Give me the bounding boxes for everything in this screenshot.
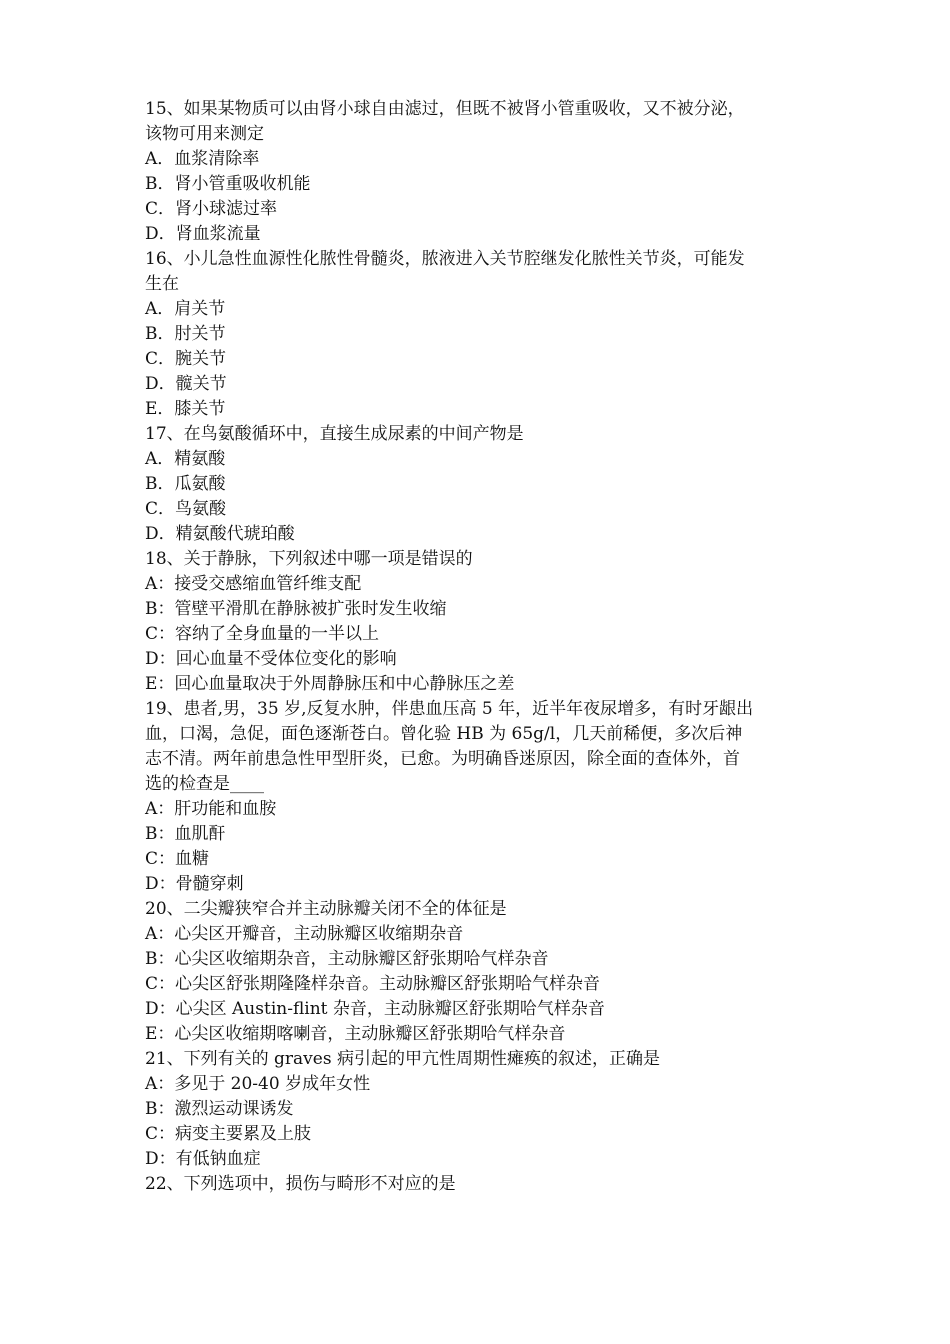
option: B：心尖区收缩期杂音，主动脉瓣区舒张期哈气样杂音 [145, 949, 549, 969]
option: B．瓜氨酸 [145, 474, 226, 494]
question-line: 志不清。两年前患急性甲型肝炎，已愈。为明确昏迷原因，除全面的查体外，首 [145, 749, 740, 769]
option: C：病变主要累及上肢 [145, 1124, 312, 1144]
option: B．肾小管重吸收机能 [145, 174, 311, 194]
question-22 [145, 1172, 817, 1197]
option: E．膝关节 [145, 399, 226, 419]
option: A：接受交感缩血管纤维支配 [145, 574, 362, 594]
option: C：容纳了全身血量的一半以上 [145, 624, 380, 644]
question-line: 15、如果某物质可以由肾小球自由滤过，但既不被肾小管重吸收，又不被分泌， [145, 99, 745, 119]
document-page [145, 97, 817, 1197]
option: B：激烈运动课诱发 [145, 1099, 294, 1119]
question-18 [145, 547, 817, 697]
question-text [145, 1172, 817, 1197]
option: E：心尖区收缩期喀喇音，主动脉瓣区舒张期哈气样杂音 [145, 1024, 566, 1044]
option: A．血浆清除率 [145, 149, 260, 169]
question-16 [145, 247, 817, 422]
option: B：血肌酐 [145, 824, 226, 844]
question-text [145, 697, 817, 797]
question-15 [145, 97, 817, 247]
question-line: 血，口渴，急促，面色逐渐苍白。曾化验 HB 为 65g/l，几天前稀便，多次后神 [145, 724, 743, 744]
question-19 [145, 697, 817, 897]
option: A．肩关节 [145, 299, 226, 319]
option: D：有低钠血症 [145, 1149, 261, 1169]
option: D．肾血浆流量 [145, 224, 261, 244]
option: C．肾小球滤过率 [145, 199, 278, 219]
question-line: 该物可用来测定 [145, 124, 264, 144]
question-line: 16、小儿急性血源性化脓性骨髓炎，脓液进入关节腔继发化脓性关节炎，可能发 [145, 249, 745, 269]
question-21 [145, 1047, 817, 1172]
option: D．髋关节 [145, 374, 227, 394]
question-text [145, 547, 817, 572]
question-line: 22、下列选项中，损伤与畸形不对应的是 [145, 1174, 456, 1194]
option: A：心尖区开瓣音，主动脉瓣区收缩期杂音 [145, 924, 464, 944]
option: C．鸟氨酸 [145, 499, 227, 519]
option: D．精氨酸代琥珀酸 [145, 524, 295, 544]
option: A：肝功能和血胺 [145, 799, 277, 819]
option: B：管壁平滑肌在静脉被扩张时发生收缩 [145, 599, 447, 619]
question-17 [145, 422, 817, 547]
option: D：心尖区 Austin-flint 杂音，主动脉瓣区舒张期哈气样杂音 [145, 999, 605, 1019]
question-text [145, 897, 817, 922]
question-text [145, 97, 817, 147]
option: B．肘关节 [145, 324, 226, 344]
question-line: 生在 [145, 274, 179, 294]
question-line: 20、二尖瓣狭窄合并主动脉瓣关闭不全的体征是 [145, 899, 507, 919]
option: C．腕关节 [145, 349, 227, 369]
question-line: 17、在鸟氨酸循环中，直接生成尿素的中间产物是 [145, 424, 524, 444]
question-text [145, 1047, 817, 1072]
option: D：回心血量不受体位变化的影响 [145, 649, 397, 669]
option: D：骨髓穿刺 [145, 874, 244, 894]
question-line: 选的检查是____ [145, 774, 264, 794]
question-line: 19、患者,男，35 岁,反复水肿，伴患血压高 5 年，近半年夜尿增多，有时牙龈出 [145, 699, 754, 719]
question-text [145, 247, 817, 297]
question-line: 21、下列有关的 graves 病引起的甲亢性周期性瘫痪的叙述，正确是 [145, 1049, 660, 1069]
option: A．精氨酸 [145, 449, 226, 469]
option: A：多见于 20-40 岁成年女性 [145, 1074, 371, 1094]
option: C：心尖区舒张期隆隆样杂音。主动脉瓣区舒张期哈气样杂音 [145, 974, 601, 994]
question-20 [145, 897, 817, 1047]
question-line: 18、关于静脉，下列叙述中哪一项是错误的 [145, 549, 473, 569]
option: E：回心血量取决于外周静脉压和中心静脉压之差 [145, 674, 515, 694]
option: C：血糖 [145, 849, 210, 869]
question-text [145, 422, 817, 447]
